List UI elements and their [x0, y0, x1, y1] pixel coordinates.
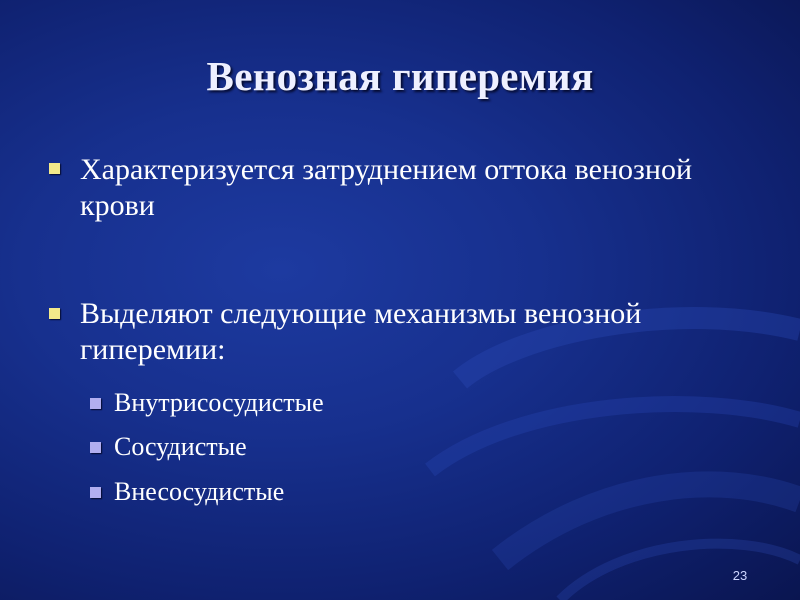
- sub-bullet-item-2: Сосудистые: [114, 432, 247, 461]
- sub-bullet-item-1: Внутрисосудистые: [114, 388, 324, 417]
- bullet-marker-icon: [49, 308, 60, 319]
- bullet-item-1: Характеризуется затруднением оттока венозной крови: [80, 153, 692, 222]
- bullet-item-2: Выделяют следующие механизмы венозной гиперемии:: [80, 297, 642, 366]
- page-number: 23: [732, 568, 748, 583]
- sub-bullet-marker-icon: [90, 487, 101, 498]
- slide-title: Венозная гиперемия: [206, 53, 594, 99]
- sub-bullet-marker-icon: [90, 442, 101, 453]
- sub-bullet-item-3: Внесосудистые: [114, 477, 285, 506]
- sub-bullet-marker-icon: [90, 398, 101, 409]
- bullet-marker-icon: [49, 163, 60, 174]
